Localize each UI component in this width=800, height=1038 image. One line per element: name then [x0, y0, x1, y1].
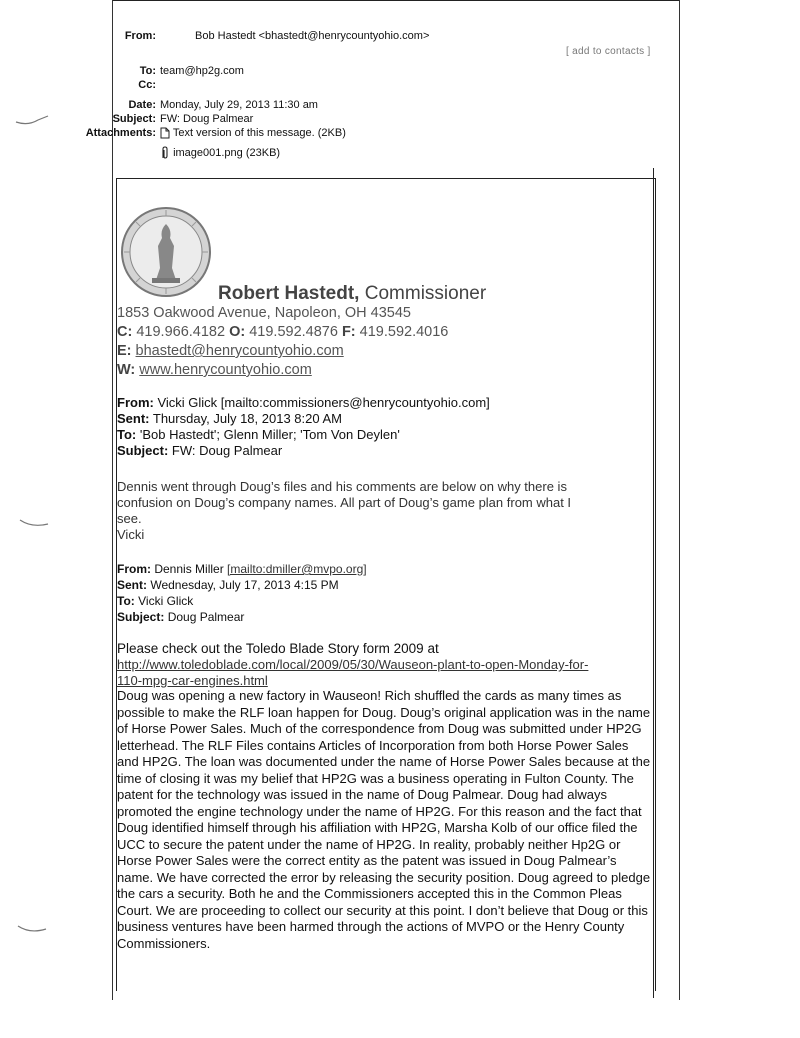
fwd2-sent-value: Wednesday, July 17, 2013 4:15 PM — [150, 578, 339, 592]
website-link[interactable]: www.henrycountyohio.com — [139, 362, 312, 378]
fwd1-sent — [117, 411, 342, 427]
paperclip-icon — [160, 146, 170, 160]
attachment-text-version[interactable] — [160, 126, 346, 140]
office-label: O: — [229, 324, 246, 340]
fwd1-body-line-2: confusion on Doug’s company names. All part of Doug’s game plan from what I — [117, 495, 572, 510]
attachment-1-label: Text version of this message. (2KB) — [172, 127, 346, 139]
fwd1-from — [117, 395, 490, 411]
fwd1-subject-value: FW: Doug Palmear — [171, 443, 283, 458]
fwd2-body-paragraph: Doug was opening a new factory in Wauseon! Rich shuffled the cards as many times as possible to make the RLF loan happen for Doug. Doug’s original application was in the name of Horse Power Sales. Much of the correspondence from Doug was submitted under HP2G letterhead. The RLF Files contains Articles of Incorporation from both Horse Power Sales and HP2G. The loan was documented under the name of Horse Power Sales because at the time of closing it was my belief that HP2G was a business operating in Fulton County. The patent for the technology was issued in the name of Doug Palmear. Doug had always promoted the engine technology under the name of HP2G. For this reason and the fact that Doug identified himself through his affiliation with HP2G, Marsha Kolb of our office filed the UCC to secure the patent under the name of HP2G. In reality, probably neither Hp2G or Horse Power Sales were the correct entity as the patent was issued in Doug Palmear’s name. We have corrected the error by releasing the security position. Doug agreed to pledge the cars a security. Both he and the Commissioners accepted this in the Common Pleas Court. We are proceeding to collect our security at this point. I don’t believe that Doug or this business ventures have been harmed through the actions of MVPO or the Henry County Commissioners. — [117, 688, 651, 951]
fwd1-from-value: Vicki Glick [mailto:commissioners@henrycountyohio.com] — [157, 395, 490, 410]
fwd1-signoff: Vicki — [117, 527, 145, 542]
fwd1-to — [117, 427, 400, 443]
signature-phones — [117, 324, 448, 340]
from-value: Bob Hastedt <bhastedt@henrycountyohio.com> — [195, 30, 430, 42]
county-seal-logo — [120, 206, 212, 298]
url-line-1: http://www.toledoblade.com/local/2009/05/30/Wauseon-plant-to-open-Monday-for- — [117, 657, 589, 672]
fwd2-to-value: Vicki Glick — [138, 594, 194, 608]
margin-mark-1 — [14, 112, 50, 128]
fwd2-from-label: From: — [117, 562, 151, 576]
fwd2-subject — [117, 609, 244, 625]
url-line-2: 110-mpg-car-engines.html — [117, 673, 268, 688]
signature-website — [117, 362, 312, 378]
page-frame-right — [679, 0, 680, 1000]
subject-label: Subject: — [112, 113, 156, 125]
page-frame-top — [112, 0, 680, 1]
attachments-label: Attachments: — [85, 127, 156, 139]
signature-email — [117, 343, 344, 359]
to-value: team@hp2g.com — [160, 65, 244, 77]
fwd1-sent-label: Sent: — [117, 411, 150, 426]
fwd2-sent-label: Sent: — [117, 578, 147, 592]
website-label: W: — [117, 362, 136, 378]
cell-value: 419.966.4182 — [136, 324, 226, 340]
office-value: 419.592.4876 — [249, 324, 338, 340]
document-icon — [160, 127, 170, 139]
fwd1-from-label: From: — [117, 395, 154, 410]
fwd1-subject-label: Subject: — [117, 443, 169, 458]
fwd2-from-name: Dennis Miller — [154, 562, 224, 576]
fax-label: F: — [341, 324, 356, 340]
date-value: Monday, July 29, 2013 11:30 am — [160, 99, 318, 111]
attachment-2-label: image001.png (23KB) — [173, 147, 281, 159]
subject-value: FW: Doug Palmear — [160, 113, 254, 125]
email-label: E: — [117, 343, 132, 359]
fwd1-body-line-3: see. — [117, 511, 142, 526]
fwd2-subject-label: Subject: — [117, 610, 165, 624]
cc-label: Cc: — [138, 79, 156, 91]
from-label: From: — [124, 30, 156, 42]
message-body-frame-right — [653, 168, 654, 998]
date-label: Date: — [128, 99, 156, 111]
signature-address: 1853 Oakwood Avenue, Napoleon, OH 43545 — [117, 305, 411, 321]
fwd2-mailto-link[interactable]: [mailto:dmiller@mvpo.org] — [227, 562, 367, 576]
email-link[interactable]: bhastedt@henrycountyohio.com — [135, 343, 344, 359]
attachment-image[interactable] — [160, 146, 280, 160]
fwd1-to-label: To: — [117, 427, 137, 442]
fwd1-sent-value: Thursday, July 18, 2013 8:20 AM — [152, 411, 342, 426]
fwd2-intro: Please check out the Toledo Blade Story form 2009 at — [117, 641, 439, 656]
fwd1-to-value: 'Bob Hastedt'; Glenn Miller; 'Tom Von Deylen' — [139, 427, 400, 442]
signature-name-text: Robert Hastedt, — [218, 283, 360, 304]
fax-value: 419.592.4016 — [359, 324, 449, 340]
fwd1-subject — [117, 443, 282, 459]
add-to-contacts-link[interactable]: [ add to contacts ] — [566, 46, 651, 57]
fwd2-sent — [117, 577, 339, 593]
to-label: To: — [139, 65, 156, 77]
cell-label: C: — [117, 324, 133, 340]
signature-title: Commissioner — [364, 283, 487, 304]
signature-name — [218, 283, 486, 305]
fwd2-subject-value: Doug Palmear — [167, 610, 245, 624]
margin-mark-3 — [16, 922, 52, 938]
margin-mark-2 — [18, 516, 54, 532]
fwd2-to — [117, 593, 193, 609]
fwd1-body-line-1: Dennis went through Doug’s files and his comments are below on why there is — [117, 479, 567, 494]
toledo-blade-link[interactable] — [117, 657, 588, 689]
fwd2-from — [117, 561, 367, 577]
fwd2-to-label: To: — [117, 594, 135, 608]
